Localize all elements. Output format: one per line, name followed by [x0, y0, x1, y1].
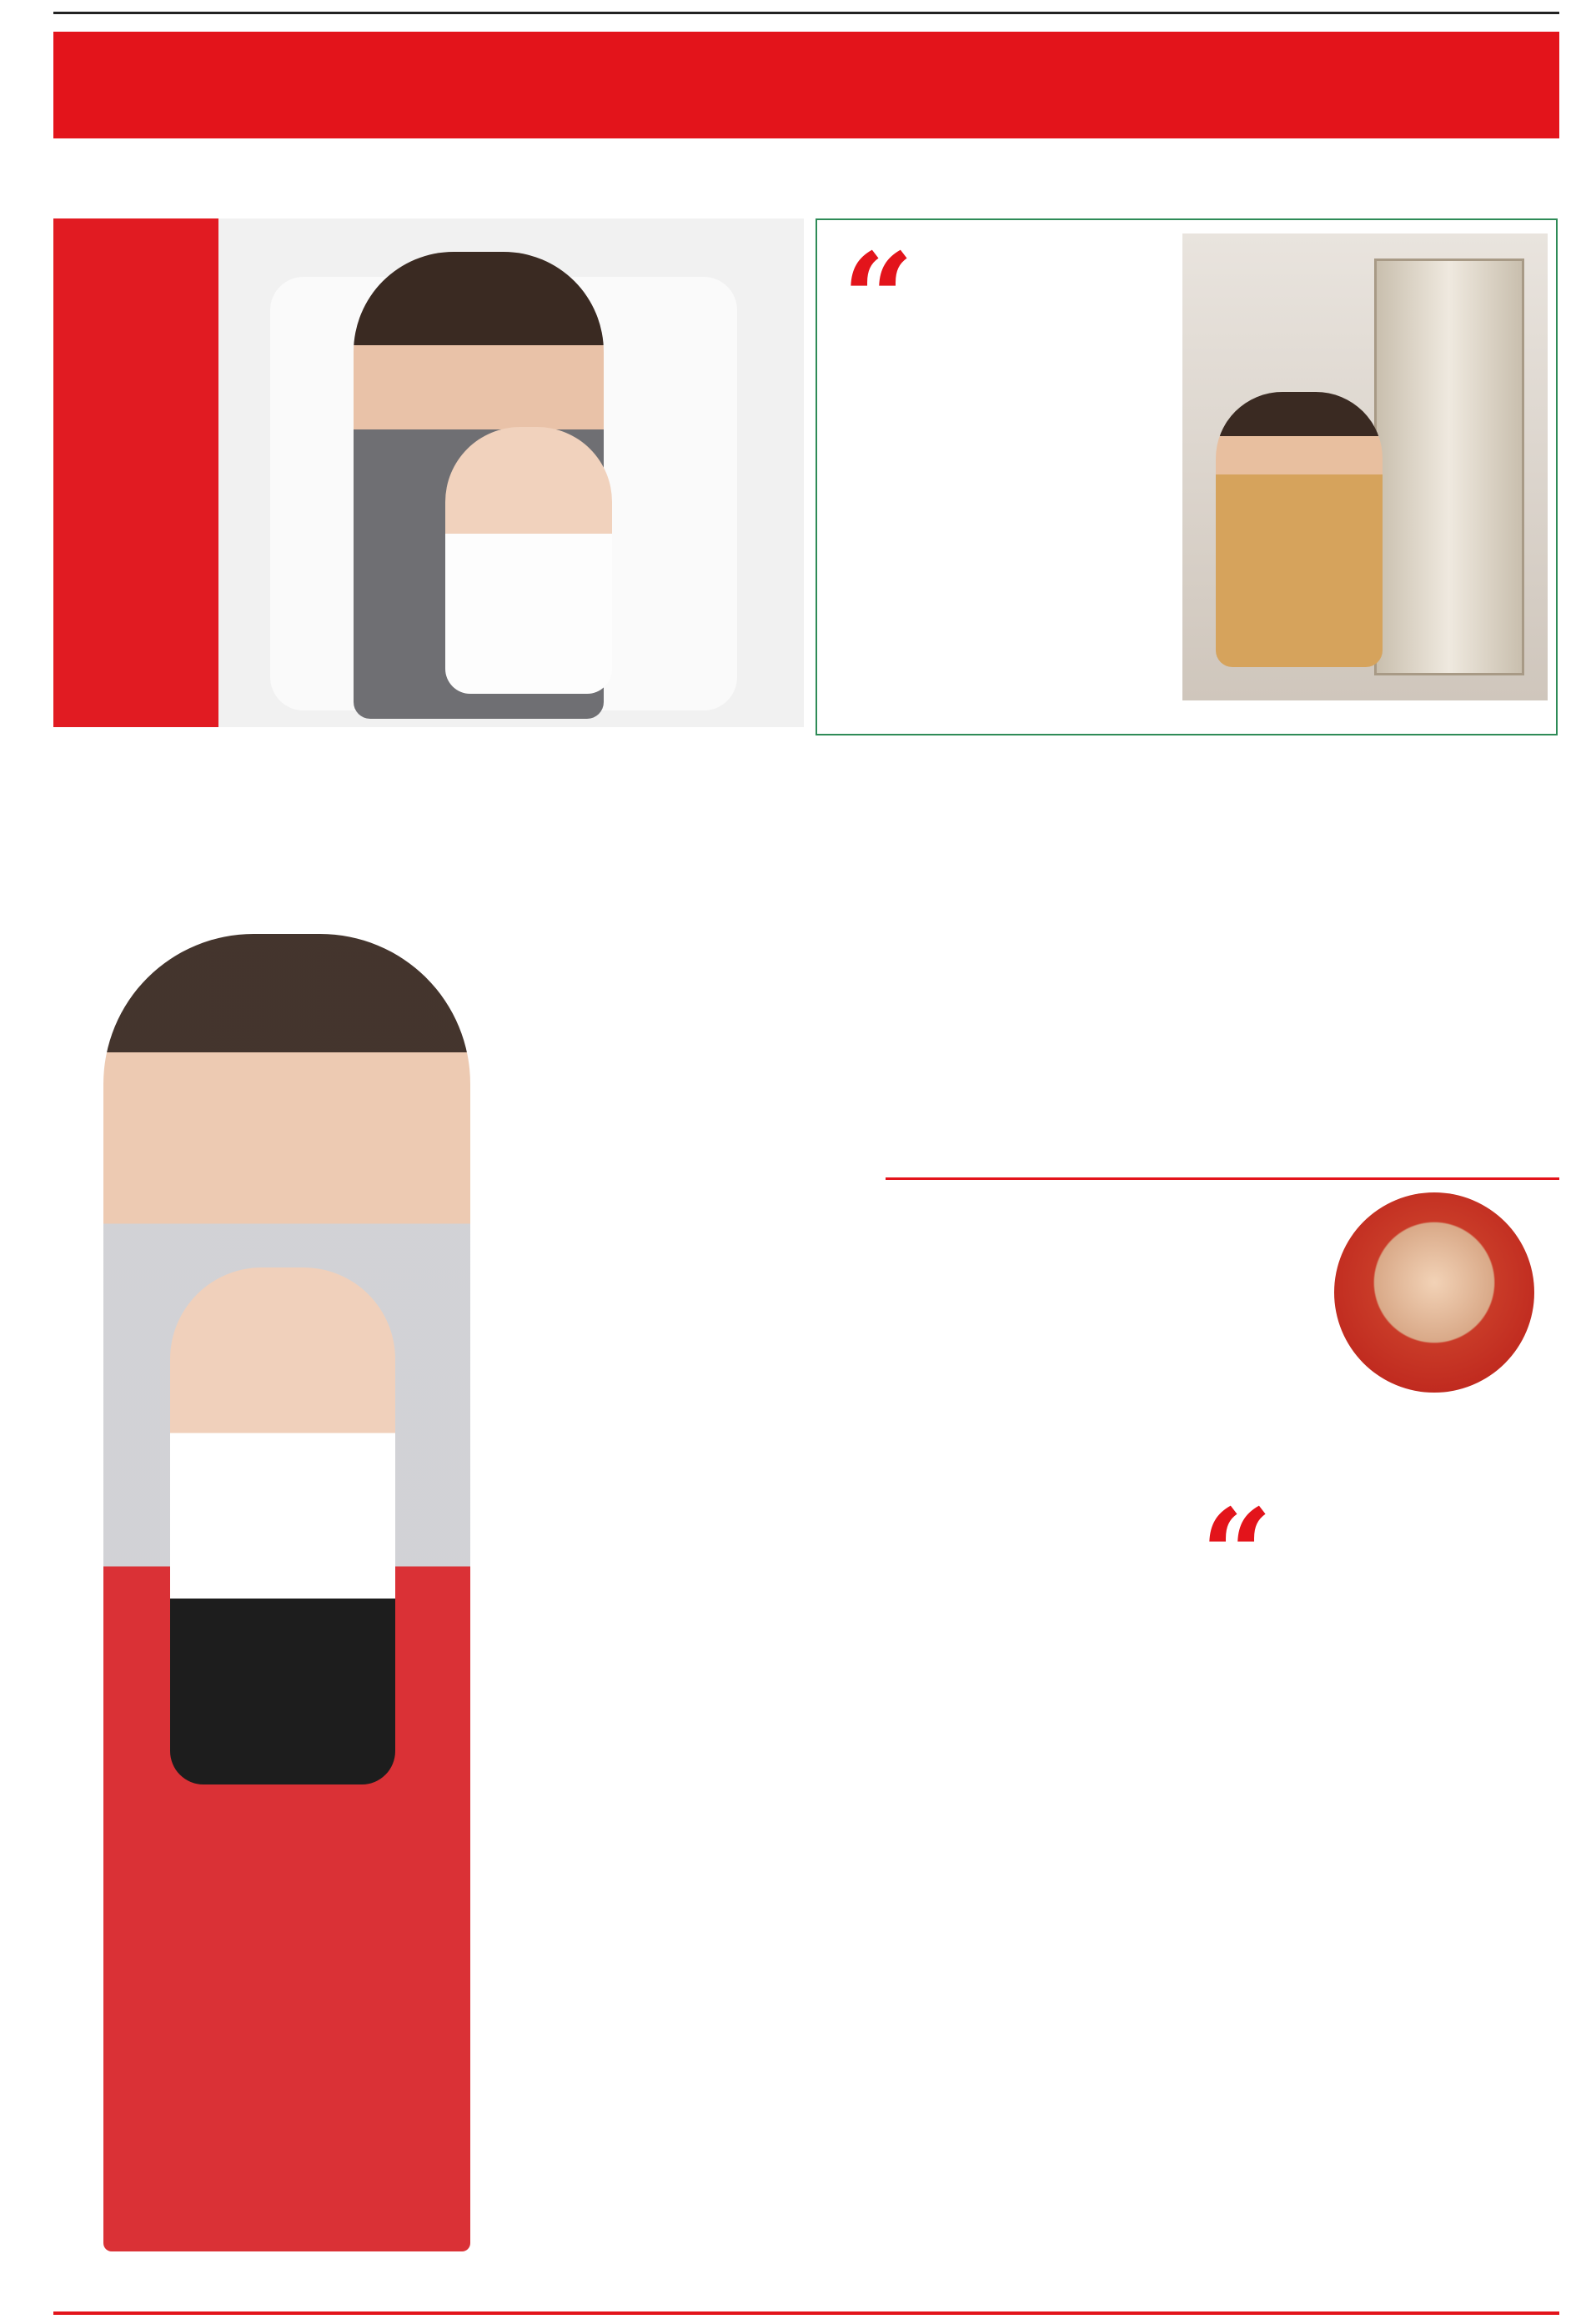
photo-top-caption: [83, 650, 300, 717]
big-photo-caption: [72, 2261, 572, 2303]
razzak-portrait: [1334, 1192, 1534, 1393]
article-column-4: [951, 749, 1247, 1174]
article-column-1: [53, 749, 329, 2158]
article-column-5-lower: [1259, 1653, 1556, 2308]
article-column-5: [1259, 749, 1556, 1174]
photo-cabinet: [1374, 259, 1524, 675]
quote-headline: [842, 317, 1209, 467]
article-column-2: [337, 749, 633, 2308]
razzak-headline: [909, 1194, 1326, 1378]
headline-banner: [53, 32, 1559, 138]
photo-man: [1216, 392, 1383, 667]
photo-shakib-with-baby: [1182, 233, 1548, 700]
quote-mark-icon: “: [1201, 1482, 1273, 1629]
photo-baby: [445, 427, 612, 694]
subtitle: [53, 147, 1559, 197]
top-rule: [53, 12, 1559, 14]
article-column-4-lower: [876, 1653, 1247, 2308]
razzak-text-left: [909, 1398, 1201, 1639]
bottom-rule: [53, 2311, 1559, 2315]
photo-right-caption: [1182, 705, 1548, 730]
interview-credit: [1259, 2278, 1556, 2303]
quote-mark-icon: “: [842, 226, 915, 373]
quote-body: [842, 475, 1176, 725]
razzak-text-right: [1284, 1398, 1551, 1639]
